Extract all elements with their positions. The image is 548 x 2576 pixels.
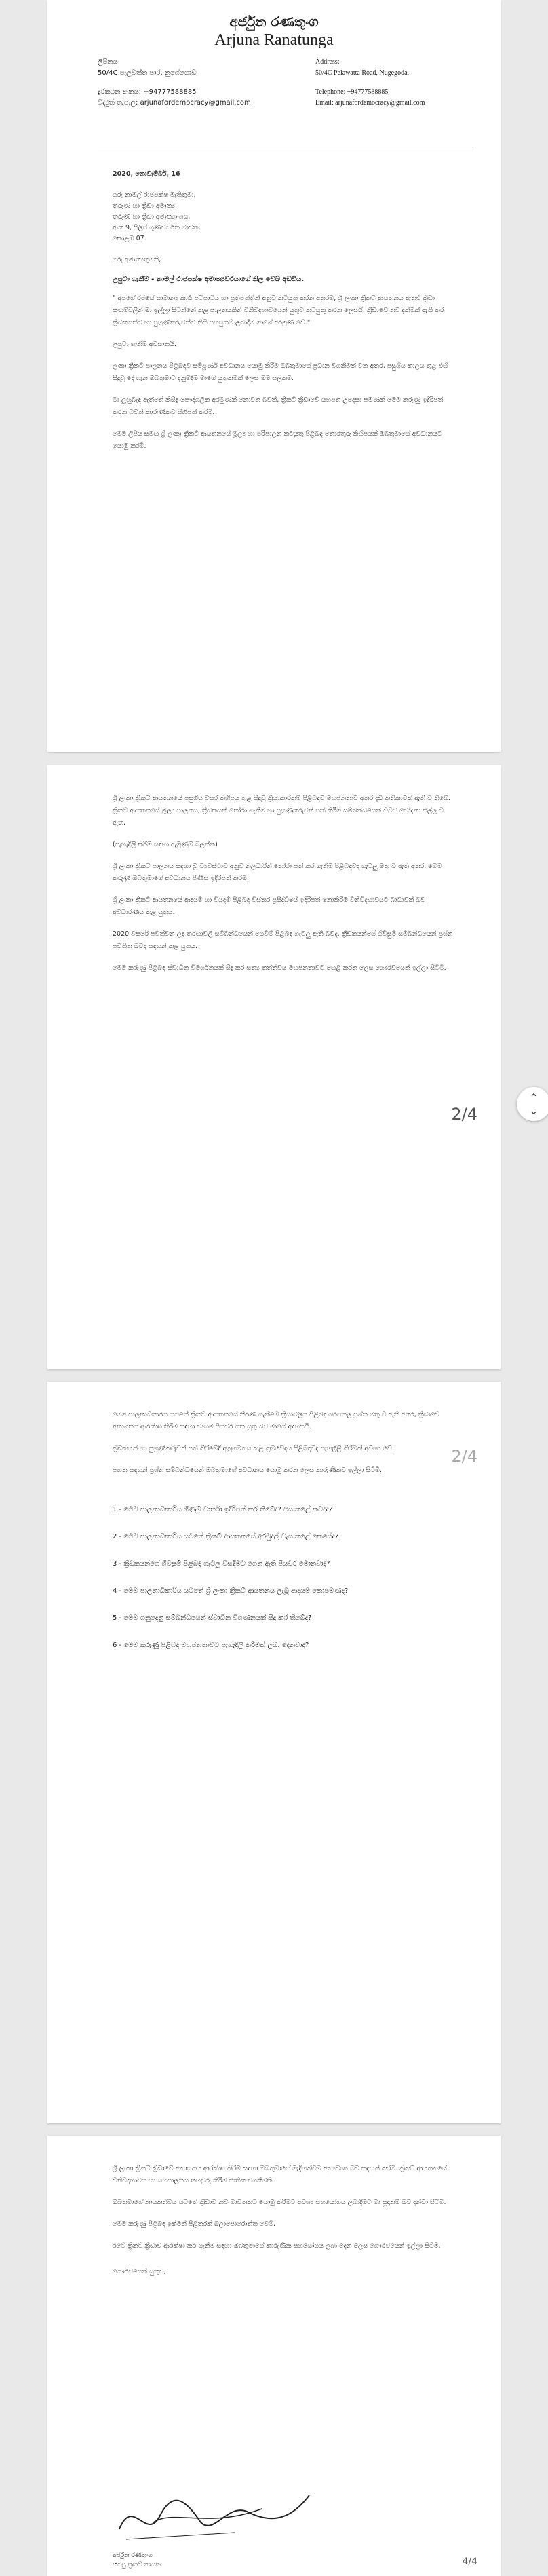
email-si: arjunafordemocracy@gmail.com	[140, 99, 251, 107]
phone-si: +94777588885	[143, 88, 197, 96]
quote-paragraph: " අපගේ රජයේ සාමාන්‍ය කාර්‍ය පටිපාටිය හා ප්‍රතිපත්තීන් අනුව කටයුතු කරන අතරම, ශ්‍රී ලංකා ක්‍රිකට් ආයතනය ඇතුළු ක්‍රීඩා සංගම්වලින් මා ඉල්ලා සිටින්නේ කළ පාලනයකින් විනිවිදභාවයෙන් යුතුව කටයුතු කරන ලෙසයි. ක්‍රීඩාවේ නව දැක්මක් ඇති කර ක්‍රීඩකයන්ට හා පුහුණුකරුවන්ට නිසි පහසුකම් ලබාදීම මාගේ අරමුණ වේ."	[113, 295, 444, 326]
paragraph: පහත සඳහන් ප්‍රශ්න සම්බන්ධයෙන් ඔබතුමාගේ අවධානය යොමු කරන ලෙස කාරුණිකව ඉල්ලා සිටිමි.	[113, 1466, 383, 1474]
email-label-en: Email:	[315, 99, 334, 107]
recipient-line: ගරු නාමල් රාජපක්ෂ මැතිතුමා,	[113, 191, 196, 199]
page-1	[47, 0, 501, 752]
paragraph: ක්‍රීඩකයන් හා පුහුණුකරුවන් පත් කිරීමේදී අනුගමනය කළ ක්‍රමවේදය පිළිබඳවද පැහැදිලි කිරීමක් අවශ්‍ය වේ.	[113, 1445, 394, 1452]
page-1-body	[113, 168, 453, 462]
page-3	[47, 1382, 501, 2123]
paragraph: ශ්‍රී ලංකා ක්‍රිකට් පාලනය සඳහා වූ ව්‍යවස්ථාව අනුව නිලධාරීන් තෝරා පත් කර ගැනීම පිළිබඳවද ගැටලු මතු වී ඇති අතර, මෙම කරුණු ඔබතුමාගේ අවධානය පිණිස ඉදිරිපත් කරමි.	[113, 863, 442, 882]
page-4	[47, 2136, 501, 2576]
recipient-line: තරුණ හා ක්‍රීඩා අමාත්‍ය,	[113, 202, 178, 210]
question-item: 4 - මෙම පාලනාධිකාරිය යටතේ ශ්‍රී ලංකා ක්‍රිකට් ආයතනය ලැබූ ආදායම කොපමණද?	[113, 1587, 349, 1595]
chevron-up-down-icon: ⌃ ⌄	[529, 1091, 539, 1117]
letterhead-name-english: Arjuna Ranatunga	[214, 31, 334, 49]
signatory-name: අර්ජුන රණතුංග	[113, 2552, 153, 2559]
page-number: 2/4	[451, 1105, 477, 1124]
phone-label-en: Telephone:	[315, 88, 346, 96]
address-si: 50/4C පැලවත්ත පාර, නුගේගොඩ	[98, 69, 197, 77]
paragraph: උපුටා ගැනීම් අවසානයි.	[113, 341, 176, 348]
question-item: 3 - ක්‍රීඩකයන්ගේ ගිවිසුම් පිළිබඳ ගැටලු විසඳීමට ගෙන ඇති පියවර මොනවාද?	[113, 1560, 330, 1568]
paragraph: මෙම කරුණු පිළිබඳ ස්වාධීන විමර්ශනයක් සිදු කර සත්‍ය තත්ත්වය මහජනතාවට හෙළි කරන ලෙස ගෞරවයෙන් ඉල්ලා සිටිමි.	[113, 964, 446, 972]
recipient-line: අංක 9, පිලිප් ගුණවර්ධන මාවත,	[113, 224, 201, 231]
page-number: 2/4	[451, 1447, 477, 1466]
question-item: 5 - මෙම ගනුදෙනු සම්බන්ධයෙන් ස්වාධීන විගණනයක් සිදු කර තිබේද?	[113, 1614, 312, 1622]
page-2-body	[113, 793, 453, 984]
paragraph: (පැහැදිලි කිරීම් සඳහා ඇමුණුම් බලන්න)	[113, 841, 218, 848]
paragraph: මෙම ලිපිය සමඟ ශ්‍රී ලංකා ක්‍රිකට් ආයතනයේ මූල්‍ය හා පරිපාලන කටයුතු පිළිබඳ තොරතුරු කිහිපයක් ඔබතුමාගේ අවධානයට යොමු කරමි.	[113, 430, 442, 450]
salutation: ගරු අමාත්‍යතුමනි,	[113, 256, 161, 263]
address-en: 50/4C Pelawatta Road, Nugegoda.	[315, 69, 410, 77]
letterhead-address-sinhala	[98, 57, 251, 109]
recipient-line: තරුණ හා ක්‍රීඩා අමාත්‍යාංශය,	[113, 213, 191, 221]
paragraph: ශ්‍රී ලංකා ක්‍රිකට් ආයතනයේ පසුගිය වසර කිහිපය තුළ සිදුවූ ක්‍රියාකාරකම් පිළිබඳව මහජනතාව අතර දැඩි කතිකාවක් ඇති වී තිබේ. ක්‍රිකට් ආයතනයේ මූල්‍ය පාලනය, ක්‍රීඩකයන් තෝරා ගැනීම හා පුහුණුකරුවන් පත් කිරීම සම්බන්ධයෙන් විවිධ චෝදනා එල්ල වී ඇත.	[113, 795, 451, 827]
question-item: 6 - මෙම කරුණු පිළිබඳ මහජනතාවට පැහැදිලි කිරීමක් ලබා දෙනවාද?	[113, 1642, 309, 1649]
paragraph: ඔබතුමාගේ නායකත්වය යටතේ ක්‍රීඩාව නව මාවතකට යොමු කිරීමට අවශ්‍ය සහයෝගය ලබාදීමට මා සූදානම් බව දන්වා සිටිමි.	[113, 2199, 446, 2206]
recipient-block	[113, 190, 453, 244]
address-label-si: ලිපිනය:	[98, 58, 121, 66]
signature-image	[113, 2482, 316, 2550]
page-4-body	[113, 2163, 453, 2288]
page-nav-button[interactable]	[517, 1087, 548, 1121]
paragraph: ශ්‍රී ලංකා ක්‍රිකට් ක්‍රීඩාවේ අනාගතය ආරක්ෂා කිරීම සඳහා ඔබතුමාගේ මැදිහත්වීම අත්‍යවශ්‍ය බව සඳහන් කරමි. ක්‍රිකට් ආයතනයේ විනිවිදභාවය හා යහපාලනය තහවුරු කිරීම ජාතික වගකීමකි.	[113, 2165, 447, 2184]
phone-label-si: දුරකථන අංකය:	[98, 88, 142, 96]
paragraph: රටේ ක්‍රිකට් ක්‍රීඩාව ආරක්ෂා කර ගැනීම සඳහා ඔබතුමාගේ කාරුණික සහයෝගය ලබා දෙන ලෙස ගෞරවයෙන් ඉල්ලා සිටිමි.	[113, 2242, 441, 2250]
letterhead-address-english	[315, 57, 425, 109]
letterhead-name-sinhala: අර්ජුන රණතුංග	[229, 14, 319, 30]
paragraph: මෙම පාලනාධිකාරය යටතේ ක්‍රිකට් ආයතනයේ තීරණ ගැනීමේ ක්‍රියාවලිය පිළිබඳ බරපතල ප්‍රශ්න මතු වී ඇති අතර, ක්‍රීඩාවේ අනාගතය ආරක්ෂා කිරීම සඳහා වහාම පියවර ගත යුතු බව මාගේ අදහසයි.	[113, 1411, 440, 1431]
question-list	[113, 1504, 453, 1652]
paragraph: මා ලුහුබැඳ ඇත්තේ කිසිදු පෞද්ගලික අරමුණක් නොවන බවත්, ක්‍රිකට් ක්‍රීඩාවේ යහපත උදෙසා පමණක් මෙම කරුණු ඉදිරිපත් කරන බවත් කාරුණිකව සිහිපත් කරමි.	[113, 396, 444, 416]
question-item: 1 - මෙම පාලනාධිකාරිය ගිණුම් වාර්තා ඉදිරිපත් කර තිබේද? එය කළේ කවදාද?	[113, 1506, 333, 1513]
letter-date: 2020, නොවැම්බර්, 16	[113, 170, 180, 178]
closing: ගෞරවයෙන් යුතුව,	[113, 2268, 166, 2275]
paragraph: 2020 වසරේ පවත්වන ලද තරඟාවලි සම්බන්ධයෙන් ගෙවීම් පිළිබඳ ගැටලු ඇති බවද, ක්‍රීඩකයන්ගේ ගිවිසුම් සම්බන්ධයෙන් ප්‍රශ්න පවතින බවද සඳහන් කළ යුතුය.	[113, 930, 453, 950]
page-number: 4/4	[462, 2556, 477, 2567]
question-item: 2 - මෙම පාලනාධිකාරිය යටතේ ක්‍රිකට් ආයතනයේ අරමුදල් වැය කළේ කෙසේද?	[113, 1533, 339, 1540]
email-en: arjunafordemocracy@gmail.com	[335, 99, 425, 107]
letter-subject: උපුටා ගැනීම - නාමල් රාජපක්ෂ අමාත්‍යවරයාගේ නිල වෙබ් අඩවිය.	[113, 276, 305, 283]
address-label-en: Address:	[315, 58, 340, 66]
signatory-title: හිටපු ක්‍රිකට් නායක	[113, 2562, 161, 2569]
paragraph: මෙම කරුණු පිළිබඳ ඉක්මන් පිළිතුරක් බලාපොරොත්තු වෙමි.	[113, 2220, 276, 2228]
recipient-line: කොළඹ 07.	[113, 235, 146, 242]
phone-en: +94777588885	[347, 88, 389, 96]
page-3-body	[113, 1409, 453, 1667]
page-2	[47, 765, 501, 1369]
paragraph: ශ්‍රී ලංකා ක්‍රිකට් ආයතනයේ ආදායම් හා වියදම් පිළිබඳ විස්තර ප්‍රසිද්ධියේ ඉදිරිපත් නොකිරීම විනිවිදභාවයට බාධාවක් බව අවධාරණය කළ යුතුය.	[113, 896, 425, 916]
email-label-si: විද්‍යුත් තැපෑල:	[98, 99, 138, 107]
paragraph: ලංකා ක්‍රිකට් පාලනය පිළිබඳව සම්පූර්ණ අවධානය යොමු කිරීම ඔබතුමාගේ ප්‍රධාන වගකීමක් වන අතර, පසුගිය කාලය තුළ එහි සිදුවූ දේ ගැන ඔබතුමාට දැනුම්දීම මාගේ යුතුකමක් ලෙස මම සලකමි.	[113, 362, 448, 382]
signature-block	[113, 2551, 161, 2570]
